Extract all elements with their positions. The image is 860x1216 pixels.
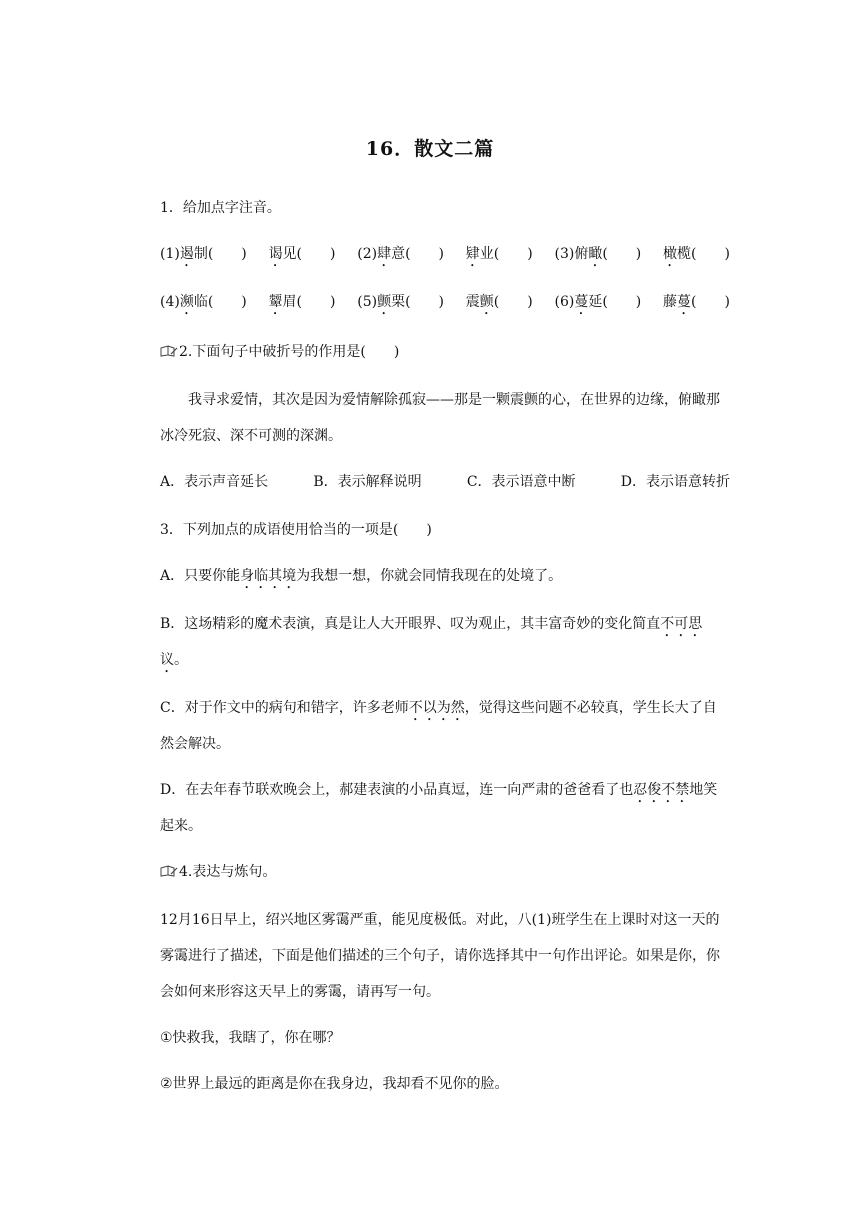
pinyin-item-suffix: 见( ) (282, 246, 336, 262)
q3-c-text: C．对于作文中的病句和错字，许多老师 (160, 700, 409, 716)
q3-d-idiom: 忍俊不禁 (633, 782, 690, 798)
pinyin-item-prefix: (6) (554, 294, 575, 310)
q3-b-text: B．这场精彩的魔术表演，真是让人大开眼界、叹为观止，其丰富奇妙的变化简直 (160, 616, 661, 632)
dotted-character: 遏 (179, 246, 194, 262)
q3-b-idiom-part1: 不可 (660, 616, 689, 632)
row2-item (555, 290, 642, 318)
dotted-character: 肆 (377, 246, 392, 262)
pinyin-item-suffix: 眉( ) (282, 294, 336, 310)
pinyin-item-prefix: (5) (357, 294, 378, 310)
dotted-character: 肄 (465, 246, 480, 262)
q1-row-2 (160, 290, 730, 318)
dotted-character: 颦 (268, 294, 283, 310)
pinyin-item-suffix: 制( ) (193, 246, 247, 262)
q4-passage: 12月16日早上，绍兴地区雾霭严重，能见度极低。对此，八(1)班学生在上课时对这一天的雾霭进行了描述，下面是他们描述的三个句子，请你选择其中一句作出评论。如果是你，你会如何来形容这天早上的雾霭，请再写一句。 (160, 912, 720, 1000)
row1-item (663, 242, 730, 270)
dotted-character: 橄 (663, 246, 678, 262)
pinyin-item-prefix: (2) (357, 246, 378, 262)
q3-c-idiom: 不以为然 (408, 700, 465, 716)
row2-item (160, 290, 247, 318)
row1-item (555, 242, 642, 270)
q1-stem: 1．给加点字注音。 (160, 200, 281, 216)
q3-c-text-end: ，觉得这些问题不必较真，学生长大了自然会解决。 (160, 700, 717, 752)
pinyin-item-suffix: 临( ) (193, 294, 247, 310)
q3-b-idiom-part2: 思议 (160, 616, 703, 668)
q2-stem: 2.下面句子中破折号的作用是( ) (179, 344, 400, 360)
q3-b-text-end: 。 (174, 652, 188, 668)
q4-stem-line (160, 860, 276, 884)
pinyin-item-suffix: 业( ) (479, 246, 533, 262)
row2-item (269, 290, 336, 318)
pinyin-item-prefix: (3)俯 (554, 246, 589, 262)
page-title: 16．散文二篇 (365, 138, 495, 160)
row2-item (663, 290, 730, 318)
q3-option-a (160, 564, 562, 592)
q3-d-text: D．在去年春节联欢晚会上，郝建表演的小品真逗，连一向严肃的爸爸看了也 (160, 782, 634, 798)
q3-option-c (160, 690, 730, 762)
row1-item (160, 242, 247, 270)
row2-item (466, 290, 533, 318)
pinyin-item-prefix: 震 (465, 294, 480, 310)
book-pen-icon (160, 865, 178, 877)
q2-option-b: B．表示解释说明 (313, 474, 422, 490)
q3-option-d (160, 772, 730, 844)
row1-item (466, 242, 533, 270)
q4-sentence-1: ①快救我，我瞎了，你在哪？ (160, 1030, 341, 1046)
q4-sentence-2: ②世界上最远的距离是你在我身边，我却看不见你的脸。 (160, 1076, 509, 1092)
row1-item (357, 242, 444, 270)
dotted-character: 蔓 (677, 294, 692, 310)
dotted-character: 瞰 (588, 246, 603, 262)
pinyin-item-prefix: 藤 (663, 294, 678, 310)
q2-option-a: A．表示声音延长 (160, 474, 269, 490)
pinyin-item-suffix: 榄( ) (677, 246, 730, 262)
pinyin-item-suffix: ( ) (691, 294, 730, 310)
dotted-character: 颤 (377, 294, 392, 310)
book-pen-icon (160, 345, 178, 357)
dotted-character: 濒 (179, 294, 194, 310)
q3-a-text: A．只要你能 (160, 568, 241, 584)
row2-item (357, 290, 444, 318)
q1-row-1 (160, 242, 730, 270)
q3-a-idiom: 身临其境 (240, 568, 297, 584)
pinyin-item-suffix: ( ) (602, 246, 642, 262)
dotted-character: 蔓 (574, 294, 589, 310)
dotted-character: 颤 (479, 294, 494, 310)
q3-stem: 3．下列加点的成语使用恰当的一项是( ) (160, 522, 432, 538)
pinyin-item-prefix: (1) (160, 246, 180, 262)
pinyin-item-suffix: ( ) (493, 294, 533, 310)
q3-a-text-end: 为我想一想，你就会同情我现在的处境了。 (296, 568, 563, 584)
q3-option-b (160, 606, 730, 678)
pinyin-item-suffix: 栗( ) (391, 294, 445, 310)
pinyin-item-suffix: 延( ) (588, 294, 642, 310)
q2-passage: 我寻求爱情，其次是因为爱情解除孤寂——那是一颗震颤的心，在世界的边缘，俯瞰那冰冷死寂、深不可测的深渊。 (160, 392, 720, 444)
q3-d-text-end: 地笑起来。 (160, 782, 718, 834)
q2-option-c: C．表示语意中断 (466, 474, 576, 490)
row1-item (269, 242, 336, 270)
q4-stem: 4.表达与炼句。 (179, 864, 277, 880)
q2-option-d: D．表示语意转折 (620, 474, 730, 490)
pinyin-item-suffix: 意( ) (391, 246, 445, 262)
dotted-character: 谒 (268, 246, 283, 262)
q2-options (160, 470, 730, 494)
q2-stem-line (160, 340, 399, 364)
pinyin-item-prefix: (4) (160, 294, 180, 310)
